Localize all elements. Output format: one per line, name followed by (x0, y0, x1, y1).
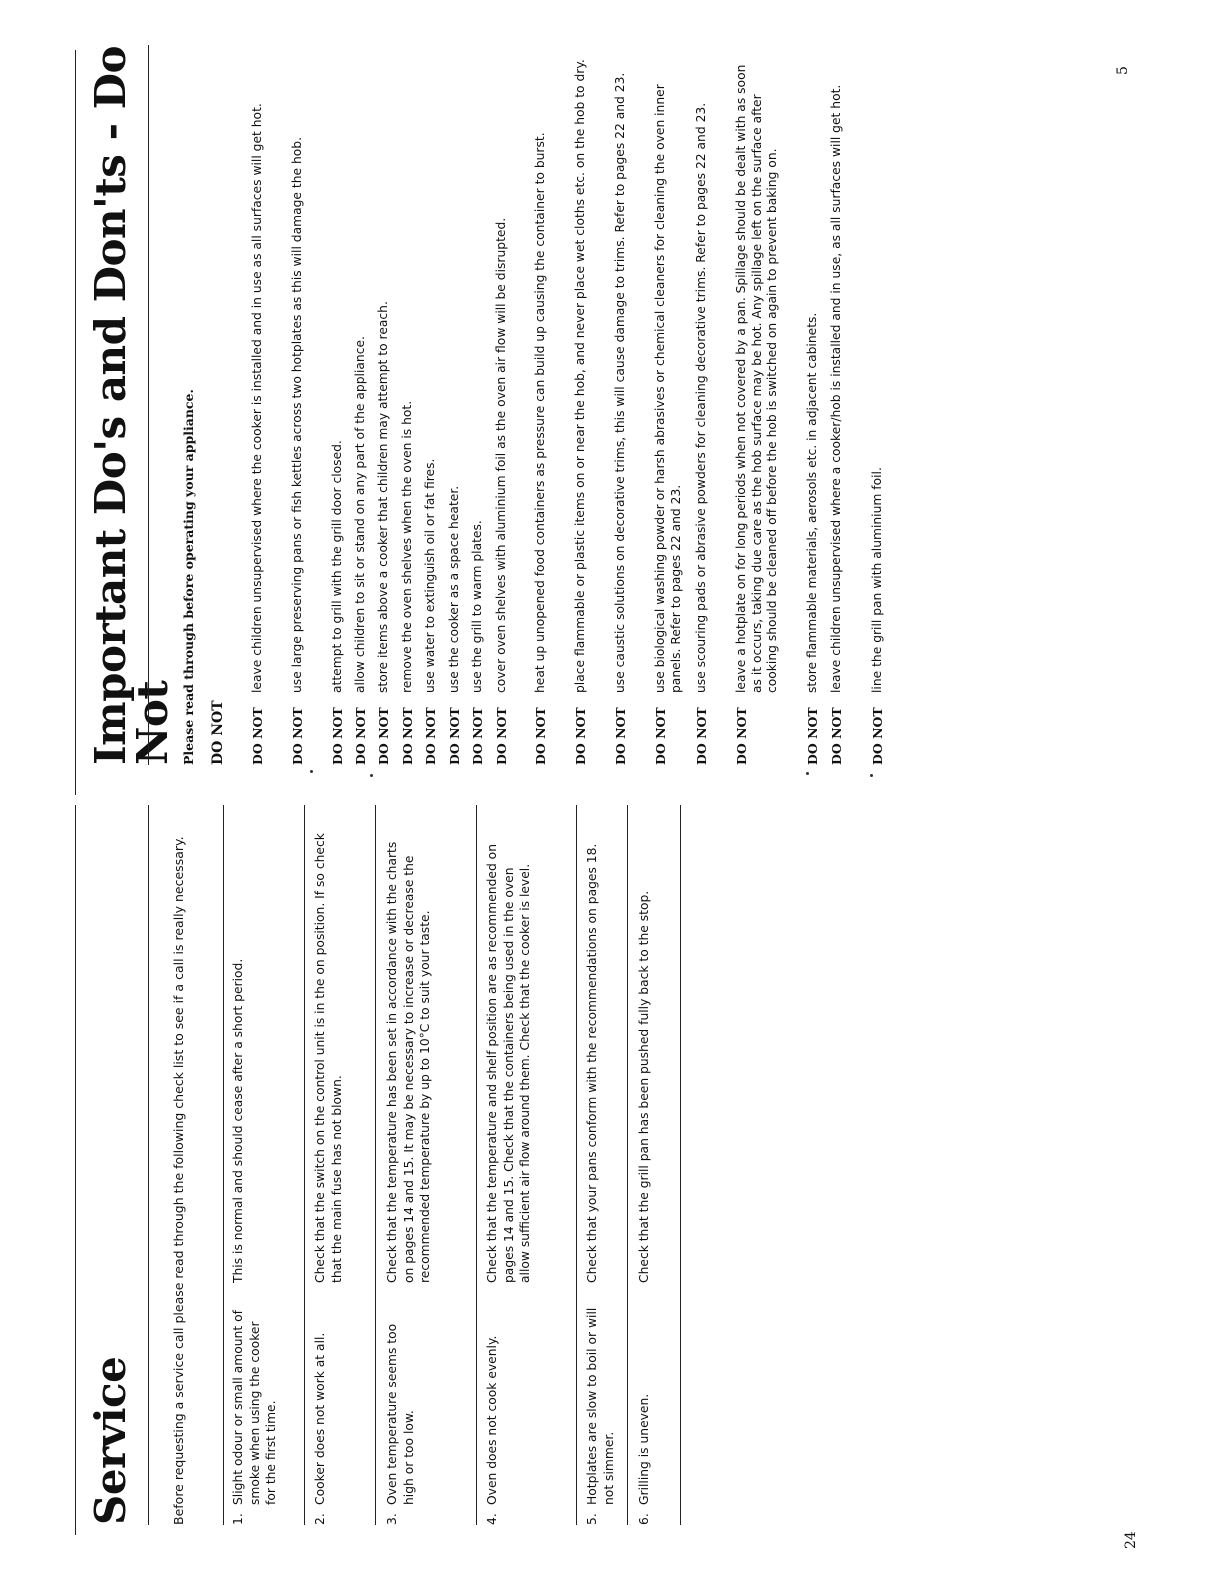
do-not-label: DO NOT (573, 707, 588, 765)
do-not-label: DO NOT (694, 707, 709, 765)
do-not-label: DO NOT (376, 707, 391, 765)
do-not-text: leave children unsupervised where the cooker is installed and in use as all surfaces will get hot. (250, 103, 264, 693)
row-action: Check that the temperature has been set in accordance with the charts on pages 14 and 15. It may be necessary to increase or decrease the recommended temperature by up to 10°C to suit your taste. (385, 841, 432, 1283)
do-not-label: DO NOT (829, 707, 844, 765)
do-not-text: remove the oven shelves when the oven is hot. (400, 400, 414, 693)
do-not-label: DO NOT (400, 707, 415, 765)
row-number: 2. (313, 1513, 327, 1525)
scan-speck (870, 774, 873, 777)
do-not-text: use the grill to warm plates. (470, 520, 484, 693)
row-divider (680, 805, 681, 1525)
page-number-right: 5 (1115, 66, 1131, 75)
row-problem: Slight odour or small amount of smoke when using the cooker for the first time. (231, 1310, 278, 1505)
row-problem: Grilling is uneven. (637, 1393, 651, 1505)
do-not-text: use water to extinguish oil or fat fires. (423, 458, 437, 693)
service-intro: Before requesting a service call please read through the following check list to see if a call is really necessary. (171, 836, 186, 1525)
row-problem: Oven does not cook evenly. (485, 1335, 499, 1505)
do-not-label: DO NOT (423, 707, 438, 765)
do-not-text: use biological washing powder or harsh abrasives or chemical cleaners for cleaning the oven inner panels. Refer to pages 22 and 23. (653, 84, 683, 693)
do-not-text: leave a hotplate on for long periods when not covered by a pan. Spillage should be dealt with as soon as it occurs, taking due care as the hob surface may be hot. Any spillage left on the surface after cooking should be cleaned off before the hob is switched on again to prevent baking on. (734, 64, 779, 693)
do-not-text: use caustic solutions on decorative trims, this will cause damage to trims. Refer to pages 22 and 23. (613, 72, 627, 693)
row-action: Check that the switch on the control unit is in the on position. If so check that the main fuse has not blown. (313, 833, 344, 1283)
do-not-text: use the cooker as a space heater. (447, 485, 461, 693)
row-action: Check that your pans conform with the recommendations on pages 18. (585, 843, 599, 1283)
donts-title: Important Do's and Don'ts - Do Not (86, 45, 177, 765)
scan-speck (806, 772, 809, 775)
do-not-text: leave children unsupervised where a cooker/hob is installed and in use, as all surfaces will get hot. (829, 84, 843, 693)
row-number: 6. (637, 1513, 651, 1525)
do-not-label: DO NOT (353, 707, 368, 765)
do-not-label: DO NOT (613, 707, 628, 765)
row-action: Check that the grill pan has been pushed fully back to the stop. (637, 890, 651, 1283)
do-not-label: DO NOT (653, 707, 668, 765)
title-rule (148, 805, 149, 1525)
top-rule (75, 50, 76, 795)
do-not-label: DO NOT (250, 707, 265, 765)
row-problem: Hotplates are slow to boil or will not simmer. (585, 1307, 616, 1505)
do-not-text: line the grill pan with aluminium foil. (870, 467, 884, 693)
do-not-text: store items above a cooker that children may attempt to reach. (376, 301, 390, 693)
do-not-text: cover oven shelves with aluminium foil as the oven air flow will be disrupted. (494, 217, 508, 693)
do-not-label: DO NOT (330, 707, 345, 765)
row-problem: Cooker does not work at all. (313, 1332, 327, 1505)
do-not-text: store flammable materials, aerosols etc. in adjacent cabinets. (805, 312, 819, 693)
row-action: This is normal and should cease after a short period. (231, 958, 245, 1283)
row-number: 3. (385, 1513, 399, 1525)
service-page (0, 805, 1225, 1549)
service-title: Service (86, 1356, 135, 1525)
do-not-page (0, 45, 1225, 765)
title-rule (148, 45, 149, 765)
row-divider (627, 805, 628, 1525)
do-not-text: allow children to sit or stand on any part of the appliance. (353, 336, 367, 693)
row-divider (375, 805, 376, 1525)
donts-intro: Please read through before operating your appliance. (181, 389, 196, 765)
row-divider (304, 805, 305, 1525)
row-action: Check that the temperature and shelf position are as recommended on pages 14 and 15. Check that the containers being used in the oven allow sufficient air flow around them. Check that the cooker is level. (485, 844, 532, 1283)
row-divider (576, 805, 577, 1525)
row-number: 5. (585, 1513, 599, 1525)
do-not-text: place flammable or plastic items on or near the hob, and never place wet cloths etc. on the hob to dry. (573, 59, 587, 693)
do-not-text: use large preserving pans or fish kettles across two hotplates as this will damage the hob. (290, 136, 304, 693)
row-divider (223, 805, 224, 1525)
do-not-label: DO NOT (805, 707, 820, 765)
do-not-heading: DO NOT (210, 700, 226, 765)
do-not-text: attempt to grill with the grill door closed. (330, 440, 344, 693)
page-number-left: 24 (1123, 1531, 1139, 1549)
row-problem: Oven temperature seems too high or too low. (385, 1323, 416, 1505)
do-not-label: DO NOT (734, 707, 749, 765)
do-not-label: DO NOT (470, 707, 485, 765)
row-number: 4. (485, 1513, 499, 1525)
do-not-label: DO NOT (870, 707, 885, 765)
do-not-label: DO NOT (447, 707, 462, 765)
scan-speck (370, 774, 373, 777)
scan-speck (310, 770, 313, 773)
row-divider (476, 805, 477, 1525)
do-not-label: DO NOT (290, 707, 305, 765)
row-number: 1. (231, 1513, 245, 1525)
do-not-label: DO NOT (533, 707, 548, 765)
do-not-label: DO NOT (494, 707, 509, 765)
do-not-text: use scouring pads or abrasive powders for cleaning decorative trims. Refer to pages 22 and 23. (694, 102, 708, 693)
top-rule (75, 805, 76, 1535)
do-not-text: heat up unopened food containers as pressure can build up causing the container to burst. (533, 132, 547, 693)
